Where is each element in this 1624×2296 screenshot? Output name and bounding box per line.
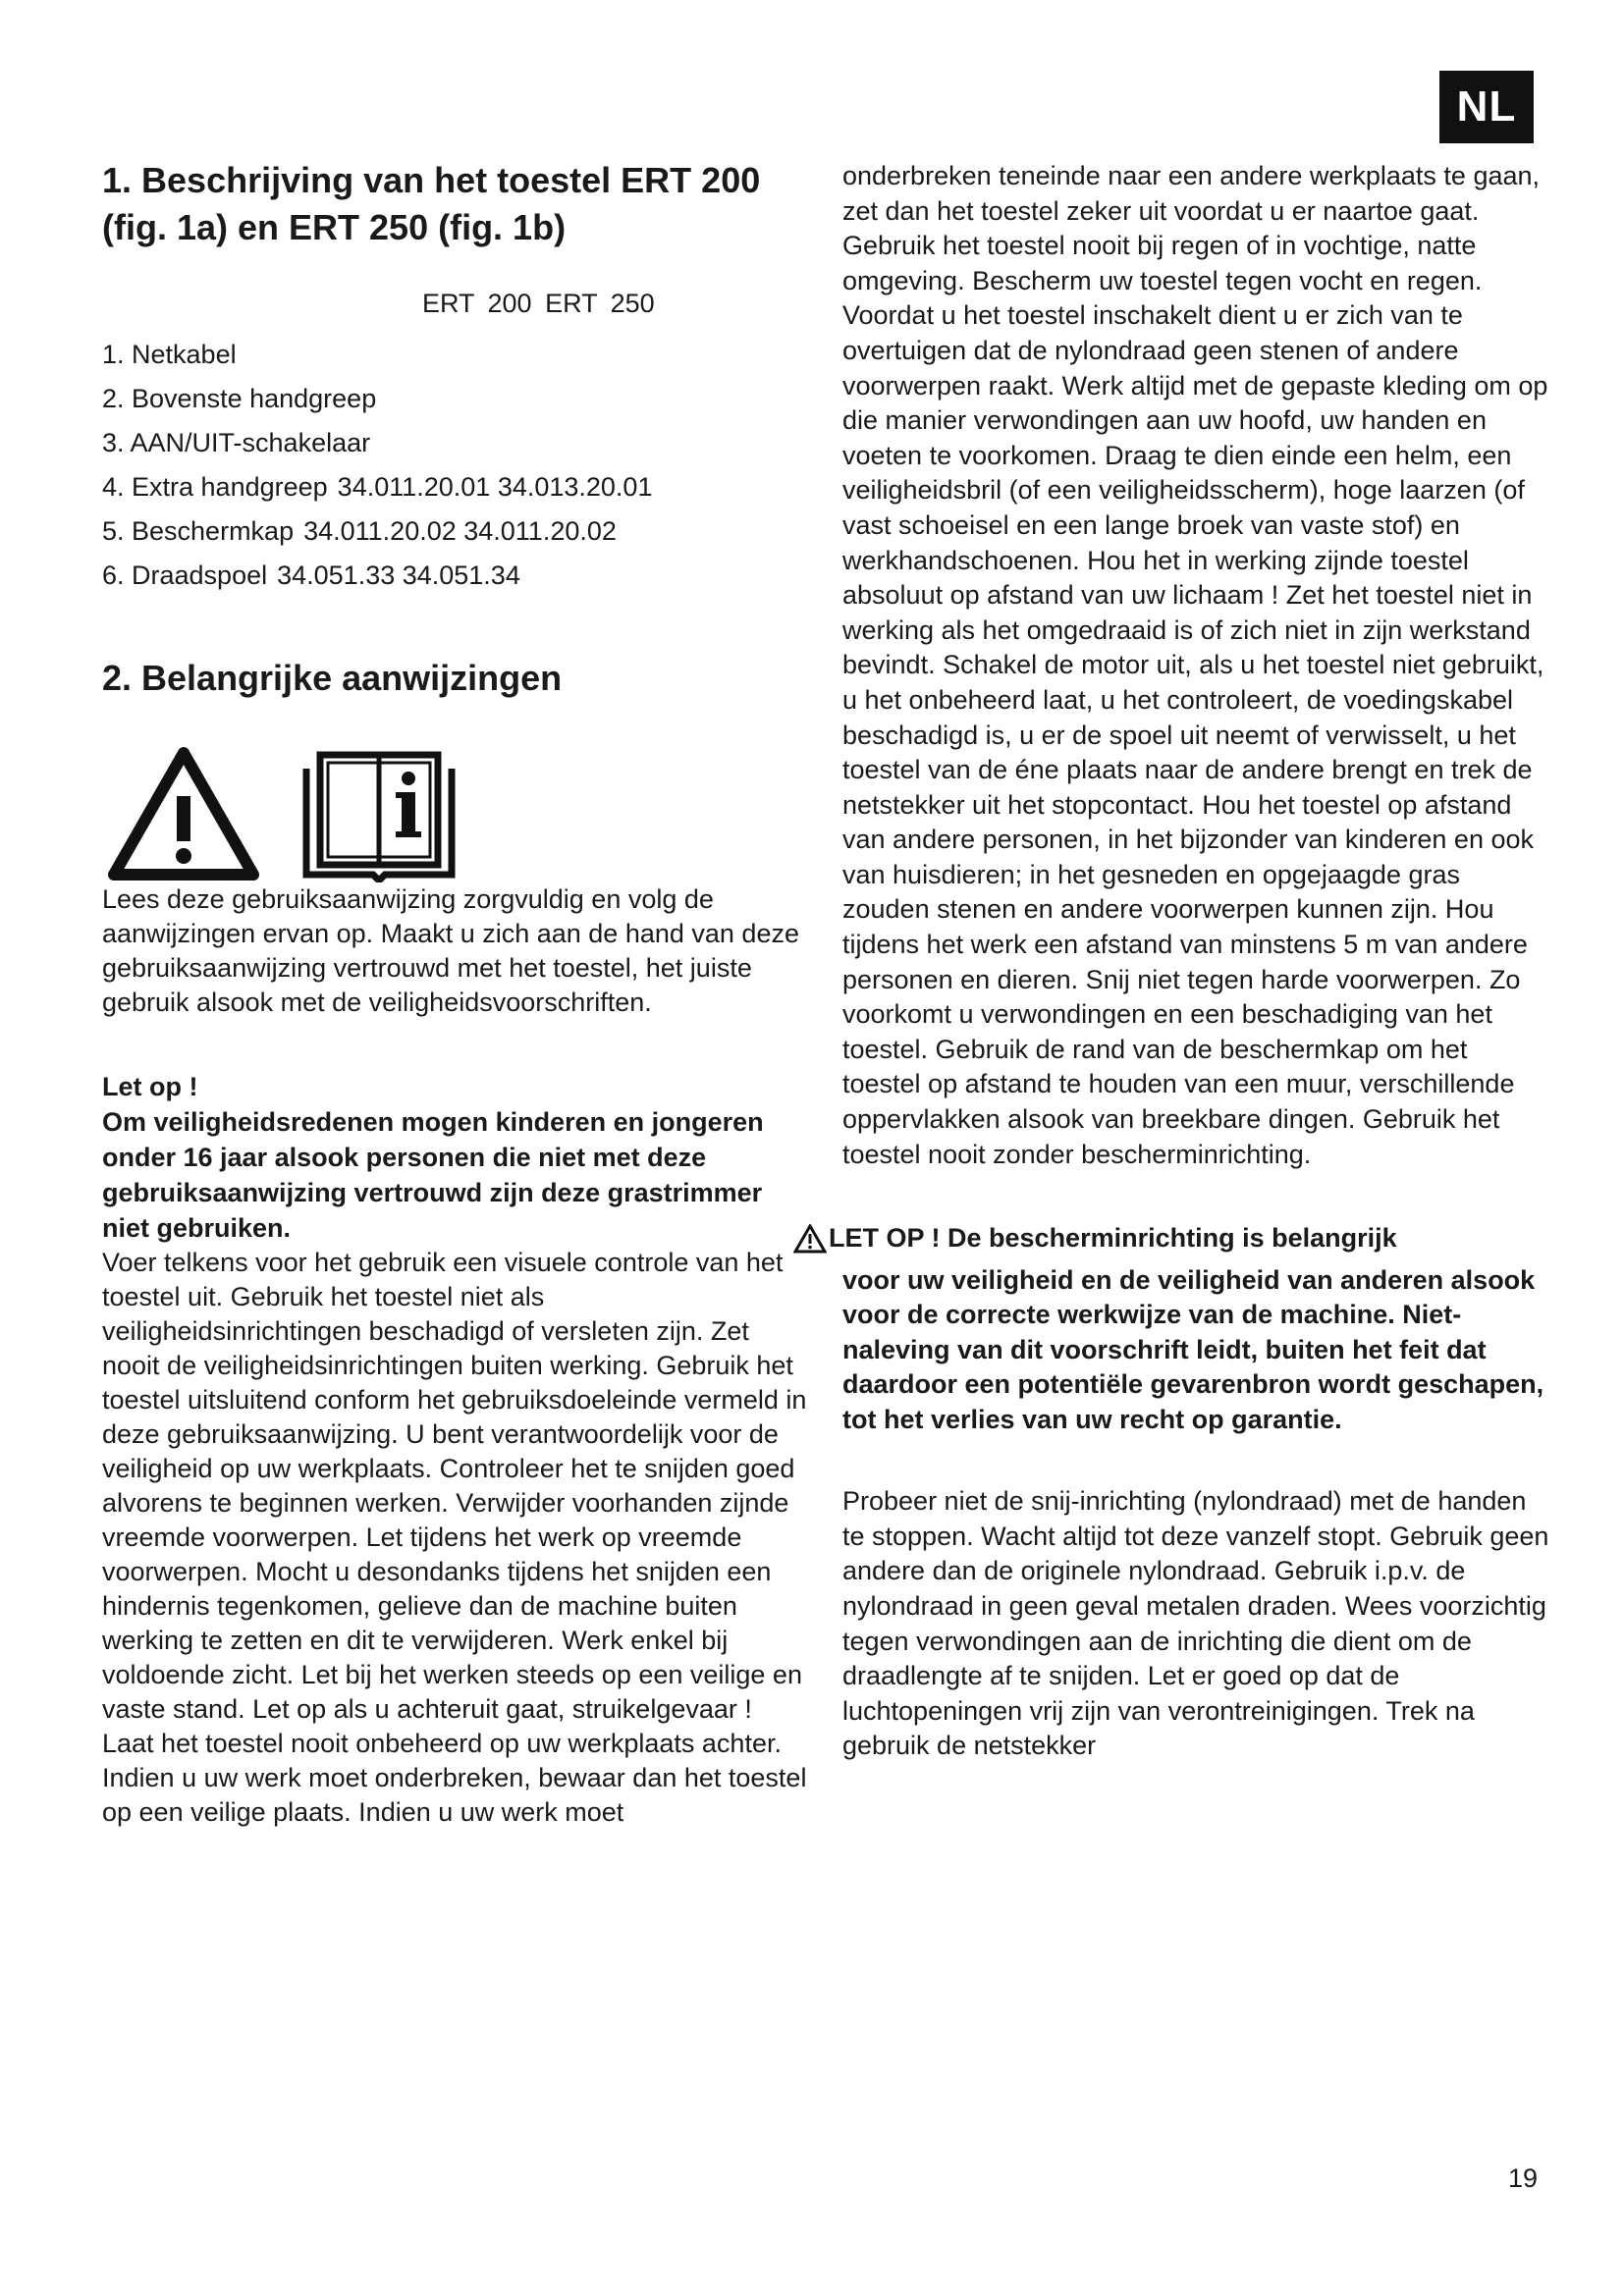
attention-block — [102, 1069, 809, 1246]
list-item: 3. AAN/UIT-schakelaar — [102, 428, 371, 457]
read-manual-icon — [300, 745, 458, 882]
list-item: 2. Bovenste handgreep — [102, 384, 377, 413]
attention-text: Om veiligheidsredenen mogen kinderen en jongeren onder 16 jaar alsook personen die niet met deze gebruiksaanwijzing vertrouwd zijn deze grastrimmer niet gebruiken. — [102, 1107, 764, 1243]
warning-triangle-icon — [106, 745, 261, 882]
list-item: 5. Beschermkap 34.011.20.02 34.011.20.02 — [102, 516, 617, 546]
section2-title: 2. Belangrijke aanwijzingen — [102, 658, 563, 698]
warning-triangle-icon — [793, 1224, 827, 1254]
nylon-paragraph: Probeer niet de snij-inrichting (nylondraad) met de handen te stoppen. Wacht altijd tot deze vanzelf stopt. Gebruik geen andere dan de originele nylondraad. Gebruik i.p.v. de nylondraad in geen geval metalen draden. Wees voorzichtig tegen verwondingen aan de inrichting die dient om de draadlengte af te snijden. Let er goed op dat de luchtopeningen vrij zijn van verontreinigingen. Trek na gebruik de netstekker — [842, 1486, 1549, 1761]
right-column — [829, 159, 1549, 1764]
attention-title: Let op ! — [102, 1072, 198, 1101]
list-item: 6. Draadspoel 34.051.33 34.051.34 — [102, 561, 520, 590]
safety-icons — [106, 745, 809, 882]
parts-list — [102, 333, 809, 598]
language-badge: NL — [1439, 71, 1534, 143]
list-item: 4. Extra handgreep 34.011.20.01 34.013.20.01 — [102, 472, 653, 502]
continuation-paragraph: onderbreken teneinde naar een andere werkplaats te gaan, zet dan het toestel zeker uit voordat u er naartoe gaat. Gebruik het toestel nooit bij regen of in vochtige, natte omgeving. Bescherm uw toestel tegen vocht en regen. Voordat u het toestel inschakelt dient u er zich van te overtuigen dat de nylondraad geen stenen of andere voorwerpen raakt. Werk altijd met de gepaste kleding om op die manier verwondingen aan uw hoofd, uw handen en voeten te voorkomen. Draag te dien einde een helm, een veiligheidsbril (of een veiligheidsscherm), hoge laarzen (of vast schoeisel en een lange broek van vaste stof) en werkhandschoenen. Hou het in werking zijnde toestel absoluut op afstand van uw lichaam ! Zet het toestel niet in werking als het omgedraaid is of zich niet in zijn werkstand bevindt. Schakel de motor uit, als u het toestel niet gebruikt, u het onbeheerd laat, u het controleert, de voedingskabel beschadigd is, u er de spoel uit neemt of verwisselt, u het toestel van de éne plaats naar de andere brengt en trek de netstekker uit het stopcontact. Hou het toestel op afstand van andere personen, in het bijzonder van kinderen en ook van huisdieren; in het gesneden en opgejaagde gras zouden stenen en andere voorwerpen kunnen zijn. Hou tijdens het werk een afstand van minstens 5 m van andere personen en dieren. Snij niet tegen harde voorwerpen. Zo voorkomt u verwondingen en een beschadiging van het toestel. Gebruik de rand van de beschermkap om het toestel op afstand te houden van een muur, verschillende oppervlakken alsook van breekbare dingen. Gebruik het toestel nooit zonder bescherminrichting. — [842, 161, 1548, 1169]
intro-paragraph: Lees deze gebruiksaanwijzing zorgvuldig en volg de aanwijzingen ervan op. Maakt u zich aan de hand van deze gebruiksaanwijzing vertrouwd met het toestel, het juiste gebruik alsook met de veiligheidsvoorschriften. — [102, 884, 799, 1017]
warning-lead: LET OP ! De bescherminrichting is belangrijk — [829, 1223, 1397, 1254]
left-column — [102, 157, 809, 1830]
protection-warning — [793, 1221, 1549, 1437]
model-column-header: ERT 200 ERT 250 — [422, 289, 655, 318]
list-item: 1. Netkabel — [102, 340, 237, 369]
warning-text: voor uw veiligheid en de veiligheid van anderen alsook voor de correcte werkwijze van de machine. Niet-naleving van dit voorschrift leidt, buiten het feit dat daardoor een potentiële gevarenbron wordt geschapen, tot het verlies van uw recht op garantie. — [842, 1264, 1544, 1434]
section1-title: 1. Beschrijving van het toestel ERT 200 (fig. 1a) en ERT 250 (fig. 1b) — [102, 160, 761, 247]
page-number: 19 — [1508, 2163, 1539, 2193]
safety-paragraph: Voer telkens voor het gebruik een visuele controle van het toestel uit. Gebruik het toestel niet als veiligheidsinrichtingen beschadigd of versleten zijn. Zet nooit de veiligheidsinrichtingen buiten werking. Gebruik het toestel uitsluitend conform het gebruiksdoeleinde vermeld in deze gebruiksaanwijzing. U bent verantwoordelijk voor de veiligheid op uw werkplaats. Controleer het te snijden goed alvorens te beginnen werken. Verwijder voorhanden zijnde vreemde voorwerpen. Let tijdens het werk op vreemde voorwerpen. Mocht u desondanks tijdens het snijden een hindernis tegenkomen, gelieve dan de machine buiten werking te zetten en dit te verwijderen. Werk enkel bij voldoende zicht. Let bij het werken steeds op een veilige en vaste stand. Let op als u achteruit gaat, struikelgevaar ! Laat het toestel nooit onbeheerd op uw werkplaats achter. Indien u uw werk moet onderbreken, bewaar dan het toestel op een veilige plaats. Indien u uw werk moet — [102, 1248, 807, 1827]
